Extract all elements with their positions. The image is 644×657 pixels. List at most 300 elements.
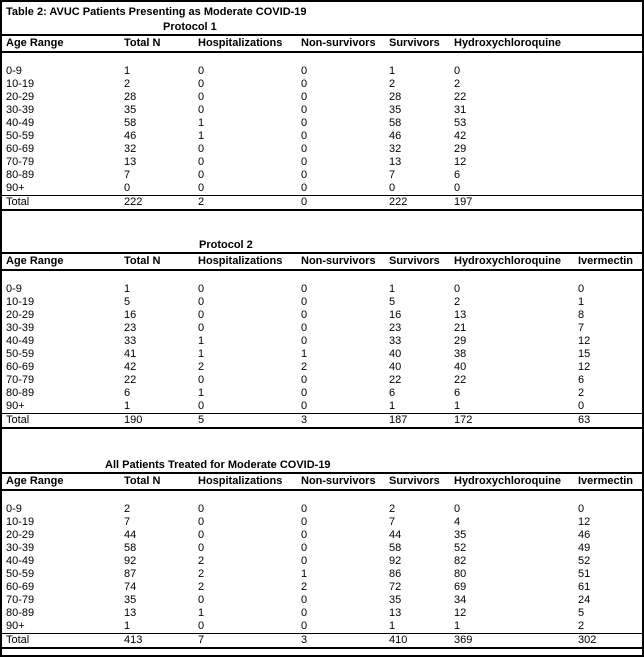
value-cell: 7 [389,169,396,181]
table-row [2,581,642,594]
col-header: Non-survivors [301,475,376,487]
total-value-cell: 0 [301,196,308,208]
value-cell: 58 [124,542,137,554]
col-header: Age Range [6,475,64,487]
value-cell: 0 [301,156,308,168]
empty-cell [574,156,642,169]
age-range-cell: 80-89 [6,169,35,181]
table-row [2,387,642,400]
value-cell: 0 [301,387,308,399]
value-cell: 2 [124,503,131,515]
value-cell: 0 [301,620,308,632]
value-cell: 0 [301,335,308,347]
value-cell: 1 [124,65,131,77]
table-row [2,65,642,78]
table-row [2,542,642,555]
value-cell: 51 [578,568,591,580]
value-cell: 0 [301,503,308,515]
value-cell: 12 [454,607,467,619]
value-cell: 0 [198,156,205,168]
value-cell: 2 [454,78,461,90]
table-row [2,309,642,322]
col-header: Total N [124,255,161,267]
value-cell: 0 [301,78,308,90]
age-range-cell: 80-89 [6,607,35,619]
value-cell: 52 [578,555,591,567]
table-sections [2,20,642,649]
value-cell: 0 [301,516,308,528]
value-cell: 5 [578,607,585,619]
value-cell: 35 [124,104,137,116]
value-cell: 72 [389,581,402,593]
value-cell: 0 [124,182,131,194]
empty-cell [574,130,642,143]
table-row [2,607,642,620]
age-range-cell: 70-79 [6,156,35,168]
col-header: Non-survivors [301,37,376,49]
table-row [2,503,642,516]
value-cell: 13 [124,156,137,168]
value-cell: 1 [454,620,461,632]
value-cell: 0 [578,400,585,412]
value-cell: 2 [198,361,205,373]
value-cell: 0 [198,594,205,606]
value-cell: 82 [454,555,467,567]
value-cell: 0 [301,542,308,554]
table-row [2,130,642,143]
age-range-cell: 10-19 [6,296,35,308]
total-value-cell: 172 [454,414,473,426]
total-value-cell: 197 [454,196,473,208]
value-cell: 2 [198,555,205,567]
total-value-cell: 413 [124,634,143,646]
age-range-cell: 70-79 [6,594,35,606]
value-cell: 23 [389,322,402,334]
col-header: Age Range [6,37,64,49]
col-header: Ivermectin [578,255,634,267]
value-cell: 0 [301,104,308,116]
value-cell: 1 [198,387,205,399]
table-title: Table 2: AVUC Patients Presenting as Moderate COVID-19 [6,6,307,18]
value-cell: 34 [454,594,467,606]
total-value-cell: 410 [389,634,408,646]
total-value-cell: 222 [389,196,408,208]
value-cell: 41 [124,348,137,360]
table-row [2,361,642,374]
value-cell: 0 [389,182,396,194]
value-cell: 29 [454,335,467,347]
value-cell: 42 [124,361,137,373]
value-cell: 1 [578,296,585,308]
value-cell: 40 [454,361,467,373]
value-cell: 40 [389,361,402,373]
value-cell: 0 [198,620,205,632]
value-cell: 7 [124,169,131,181]
value-cell: 33 [389,335,402,347]
table-row [2,169,642,182]
section-1 [2,20,642,211]
value-cell: 1 [198,607,205,619]
header-row [2,473,642,490]
table-row [2,348,642,361]
table-row [2,143,642,156]
value-cell: 61 [578,581,591,593]
age-range-cell: 0-9 [6,283,22,295]
value-cell: 74 [124,581,137,593]
spacer-cell [2,490,642,503]
value-cell: 22 [454,91,467,103]
age-range-cell: 20-29 [6,309,35,321]
table-row [2,516,642,529]
col-header: Hospitalizations [198,255,283,267]
value-cell: 1 [389,400,396,412]
col-header-empty [574,35,642,52]
value-cell: 42 [454,130,467,142]
value-cell: 2 [301,581,308,593]
section-2 [2,238,642,429]
age-range-cell: 10-19 [6,516,35,528]
total-value-cell: 2 [198,196,205,208]
spacer-row [2,270,642,283]
empty-cell [574,143,642,156]
age-range-cell: 20-29 [6,91,35,103]
data-table [2,252,642,429]
value-cell: 0 [301,309,308,321]
value-cell: 0 [301,322,308,334]
value-cell: 0 [301,117,308,129]
value-cell: 86 [389,568,402,580]
value-cell: 4 [454,516,461,528]
table-row [2,117,642,130]
section-label-row [2,20,642,34]
value-cell: 0 [198,542,205,554]
value-cell: 22 [389,374,402,386]
value-cell: 92 [124,555,137,567]
col-header: Non-survivors [301,255,376,267]
value-cell: 0 [301,594,308,606]
value-cell: 92 [389,555,402,567]
total-row [2,634,642,649]
value-cell: 12 [578,361,591,373]
table-row [2,283,642,296]
value-cell: 16 [389,309,402,321]
table-row [2,374,642,387]
col-header: Survivors [389,255,440,267]
total-value-cell: 369 [454,634,473,646]
total-label-cell: Total [6,414,30,426]
spacer-row [2,490,642,503]
value-cell: 1 [301,568,308,580]
value-cell: 33 [124,335,137,347]
total-value-cell: 7 [198,634,205,646]
value-cell: 29 [454,143,467,155]
col-header: Hospitalizations [198,37,283,49]
table-row [2,555,642,568]
value-cell: 0 [301,91,308,103]
value-cell: 0 [198,78,205,90]
value-cell: 0 [198,400,205,412]
value-cell: 8 [578,309,585,321]
value-cell: 21 [454,322,467,334]
value-cell: 1 [198,117,205,129]
value-cell: 12 [578,335,591,347]
value-cell: 1 [198,335,205,347]
value-cell: 1 [389,65,396,77]
value-cell: 1 [454,400,461,412]
value-cell: 6 [124,387,131,399]
age-range-cell: 40-49 [6,555,35,567]
value-cell: 0 [198,283,205,295]
spacer-cell [2,270,642,283]
total-value-cell: 63 [578,414,591,426]
age-range-cell: 90+ [6,182,25,194]
value-cell: 0 [198,503,205,515]
value-cell: 49 [578,542,591,554]
spacer-row [2,52,642,65]
table-row [2,296,642,309]
value-cell: 58 [389,542,402,554]
value-cell: 0 [301,607,308,619]
value-cell: 0 [301,374,308,386]
value-cell: 0 [301,169,308,181]
table-row [2,156,642,169]
empty-cell [574,104,642,117]
age-range-cell: 30-39 [6,104,35,116]
value-cell: 28 [389,91,402,103]
value-cell: 44 [124,529,137,541]
value-cell: 2 [578,620,585,632]
value-cell: 46 [389,130,402,142]
age-range-cell: 50-59 [6,348,35,360]
age-range-cell: 60-69 [6,581,35,593]
total-value-cell: 222 [124,196,143,208]
col-header: Hydroxychloroquine [454,475,561,487]
value-cell: 1 [124,283,131,295]
value-cell: 16 [124,309,137,321]
value-cell: 0 [301,143,308,155]
value-cell: 6 [454,169,461,181]
col-header: Age Range [6,255,64,267]
total-value-cell: 190 [124,414,143,426]
total-label-cell: Total [6,634,30,646]
value-cell: 32 [124,143,137,155]
value-cell: 52 [454,542,467,554]
value-cell: 12 [578,516,591,528]
header-row [2,253,642,270]
empty-cell [574,182,642,196]
col-header: Total N [124,37,161,49]
value-cell: 7 [578,322,585,334]
total-value-cell: 3 [301,414,308,426]
data-table [2,34,642,211]
value-cell: 22 [124,374,137,386]
value-cell: 23 [124,322,137,334]
value-cell: 13 [124,607,137,619]
value-cell: 0 [198,516,205,528]
value-cell: 0 [301,130,308,142]
age-range-cell: 30-39 [6,542,35,554]
value-cell: 0 [301,65,308,77]
total-value-cell: 3 [301,634,308,646]
age-range-cell: 70-79 [6,374,35,386]
data-table [2,472,642,649]
table-row [2,104,642,117]
value-cell: 0 [198,529,205,541]
age-range-cell: 0-9 [6,503,22,515]
col-header: Survivors [389,475,440,487]
value-cell: 5 [124,296,131,308]
value-cell: 0 [578,283,585,295]
value-cell: 58 [389,117,402,129]
value-cell: 0 [198,296,205,308]
value-cell: 22 [454,374,467,386]
value-cell: 80 [454,568,467,580]
section-label-row [2,238,642,252]
value-cell: 0 [301,283,308,295]
table-row [2,335,642,348]
total-label-cell: Total [6,196,30,208]
value-cell: 0 [198,309,205,321]
table-row [2,322,642,335]
value-cell: 46 [124,130,137,142]
value-cell: 12 [454,156,467,168]
table-row [2,529,642,542]
age-range-cell: 40-49 [6,335,35,347]
value-cell: 35 [389,594,402,606]
value-cell: 2 [578,387,585,399]
section-label: Protocol 1 [163,21,217,33]
table-row [2,594,642,607]
col-header: Total N [124,475,161,487]
value-cell: 0 [301,529,308,541]
value-cell: 6 [389,387,396,399]
value-cell: 0 [301,182,308,194]
value-cell: 5 [389,296,396,308]
table-row [2,78,642,91]
value-cell: 53 [454,117,467,129]
total-row [2,196,642,211]
value-cell: 32 [389,143,402,155]
table-row [2,568,642,581]
total-value-cell: 5 [198,414,205,426]
value-cell: 0 [301,555,308,567]
col-header: Hydroxychloroquine [454,37,561,49]
age-range-cell: 60-69 [6,143,35,155]
value-cell: 0 [454,503,461,515]
age-range-cell: 90+ [6,620,25,632]
value-cell: 58 [124,117,137,129]
age-range-cell: 30-39 [6,322,35,334]
age-range-cell: 90+ [6,400,25,412]
section-label-row [2,458,642,472]
value-cell: 35 [124,594,137,606]
value-cell: 0 [578,503,585,515]
value-cell: 2 [389,503,396,515]
value-cell: 2 [389,78,396,90]
value-cell: 1 [389,283,396,295]
age-range-cell: 40-49 [6,117,35,129]
value-cell: 0 [198,182,205,194]
empty-cell [574,169,642,182]
value-cell: 2 [198,581,205,593]
section-label: All Patients Treated for Moderate COVID-19 [105,459,331,471]
age-range-cell: 0-9 [6,65,22,77]
empty-cell [574,65,642,78]
value-cell: 0 [198,374,205,386]
value-cell: 13 [389,156,402,168]
age-range-cell: 50-59 [6,130,35,142]
header-row [2,35,642,52]
value-cell: 0 [198,91,205,103]
value-cell: 28 [124,91,137,103]
value-cell: 2 [124,78,131,90]
value-cell: 31 [454,104,467,116]
empty-cell [574,117,642,130]
col-header: Ivermectin [578,475,634,487]
value-cell: 35 [454,529,467,541]
table-row [2,400,642,414]
total-value-cell: 187 [389,414,408,426]
value-cell: 2 [301,361,308,373]
empty-cell [574,91,642,104]
value-cell: 44 [389,529,402,541]
value-cell: 1 [198,348,205,360]
value-cell: 40 [389,348,402,360]
value-cell: 0 [198,65,205,77]
value-cell: 0 [301,296,308,308]
value-cell: 69 [454,581,467,593]
value-cell: 1 [301,348,308,360]
value-cell: 2 [454,296,461,308]
value-cell: 0 [198,143,205,155]
value-cell: 38 [454,348,467,360]
value-cell: 0 [198,104,205,116]
col-header: Hospitalizations [198,475,283,487]
spacer-cell [2,52,642,65]
age-range-cell: 50-59 [6,568,35,580]
col-header: Hydroxychloroquine [454,255,561,267]
age-range-cell: 60-69 [6,361,35,373]
value-cell: 0 [301,400,308,412]
value-cell: 15 [578,348,591,360]
empty-cell [574,78,642,91]
total-row [2,414,642,429]
age-range-cell: 10-19 [6,78,35,90]
empty-cell [574,196,642,211]
value-cell: 0 [198,169,205,181]
age-range-cell: 80-89 [6,387,35,399]
table-row [2,182,642,196]
value-cell: 6 [578,374,585,386]
value-cell: 1 [389,620,396,632]
col-header: Survivors [389,37,440,49]
table-row [2,620,642,634]
value-cell: 2 [198,568,205,580]
value-cell: 7 [124,516,131,528]
value-cell: 1 [124,400,131,412]
section-label: Protocol 2 [199,239,253,251]
value-cell: 35 [389,104,402,116]
section-3 [2,458,642,649]
value-cell: 87 [124,568,137,580]
value-cell: 7 [389,516,396,528]
value-cell: 0 [454,283,461,295]
value-cell: 0 [454,65,461,77]
value-cell: 1 [124,620,131,632]
value-cell: 24 [578,594,591,606]
value-cell: 1 [198,130,205,142]
table-row [2,91,642,104]
